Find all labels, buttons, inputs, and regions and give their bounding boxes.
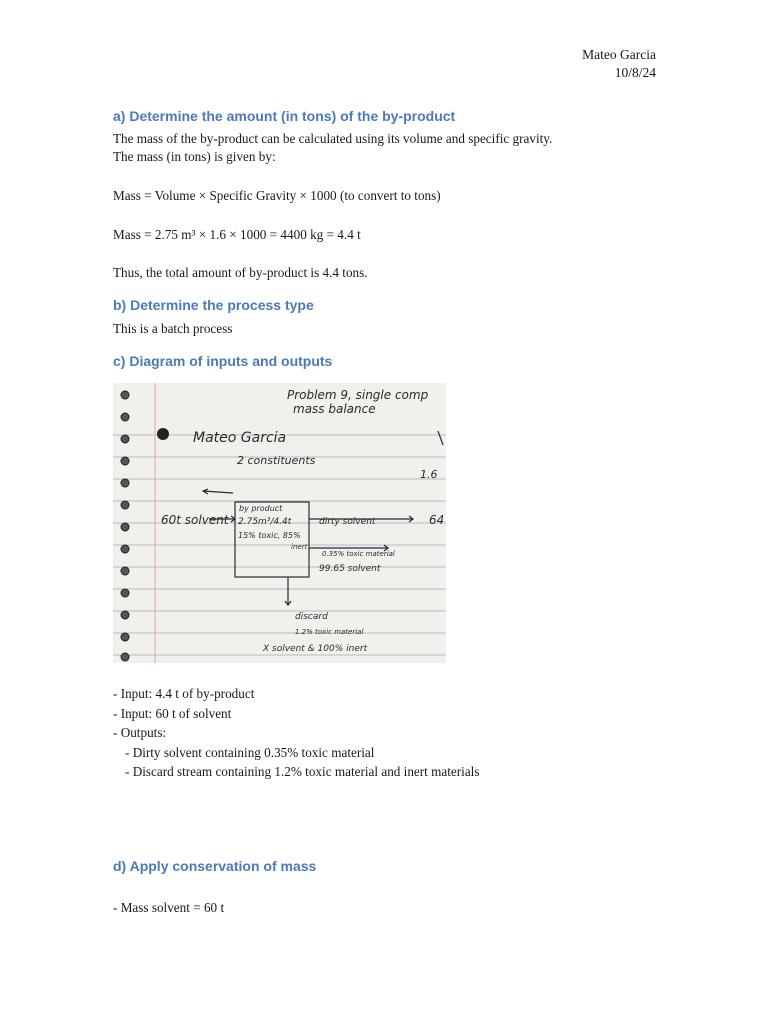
list-item: - Dirty solvent containing 0.35% toxic material: [125, 744, 375, 760]
hw-dirty1: 0.35% toxic material: [322, 550, 395, 558]
heading-a: a) Determine the amount (in tons) of the by-product: [113, 108, 456, 124]
hw-dirty2: 99.65 solvent: [319, 564, 381, 574]
list-item: - Input: 60 t of solvent: [113, 705, 232, 721]
heading-b: b) Determine the process type: [113, 297, 314, 313]
hw-constituents: 2 constituents: [237, 454, 316, 467]
author-date: 10/8/24: [614, 65, 656, 80]
hw-left-side: 1.6: [420, 468, 438, 481]
conclusion-text: Thus, the total amount of by-product is 4.4 tons.: [113, 265, 368, 280]
hw-input: 60t solvent: [161, 513, 229, 527]
hw-right-side: 64: [429, 513, 445, 527]
paragraph-a-line1: The mass of the by-product can be calculated using its volume and specific gravity.: [113, 131, 553, 146]
handwritten-diagram-photo: [113, 383, 446, 663]
paragraph-a-line2: The mass (in tons) is given by:: [113, 149, 276, 164]
hw-out-right: dirty solvent: [319, 517, 376, 527]
list-item: - Outputs:: [113, 725, 167, 741]
hw-discard2: X solvent & 100% inert: [263, 644, 368, 654]
hw-box2: 2.75m³/4.4t: [238, 517, 292, 527]
io-list: [113, 684, 479, 782]
hw-title1: Problem 9, single comp: [287, 388, 429, 402]
mass-solvent-text: - Mass solvent = 60 t: [113, 900, 225, 915]
hw-box4: inert: [291, 543, 308, 551]
heading-d: d) Apply conservation of mass: [113, 858, 317, 874]
heading-c: c) Diagram of inputs and outputs: [113, 353, 333, 369]
hw-title2: mass balance: [293, 402, 376, 416]
author-name: Mateo Garcia: [582, 47, 656, 62]
hw-box3: 15% toxic, 85%: [238, 531, 301, 540]
author-header: [582, 46, 656, 82]
process-type-text: This is a batch process: [113, 321, 233, 336]
calculation-text: Mass = 2.75 m³ × 1.6 × 1000 = 4400 kg = 4.4 t: [113, 227, 361, 242]
formula-text: Mass = Volume × Specific Gravity × 1000 (to convert to tons): [113, 188, 441, 203]
hw-discard: discard: [295, 612, 328, 622]
list-item: - Discard stream containing 1.2% toxic material and inert materials: [125, 764, 480, 780]
hw-box1: by product: [239, 504, 283, 513]
list-item: - Input: 4.4 t of by-product: [113, 686, 255, 701]
hw-discard1: 1.2% toxic material: [295, 628, 364, 636]
hw-name: Mateo Garcia: [193, 430, 287, 446]
notebook-sketch: [113, 383, 446, 663]
